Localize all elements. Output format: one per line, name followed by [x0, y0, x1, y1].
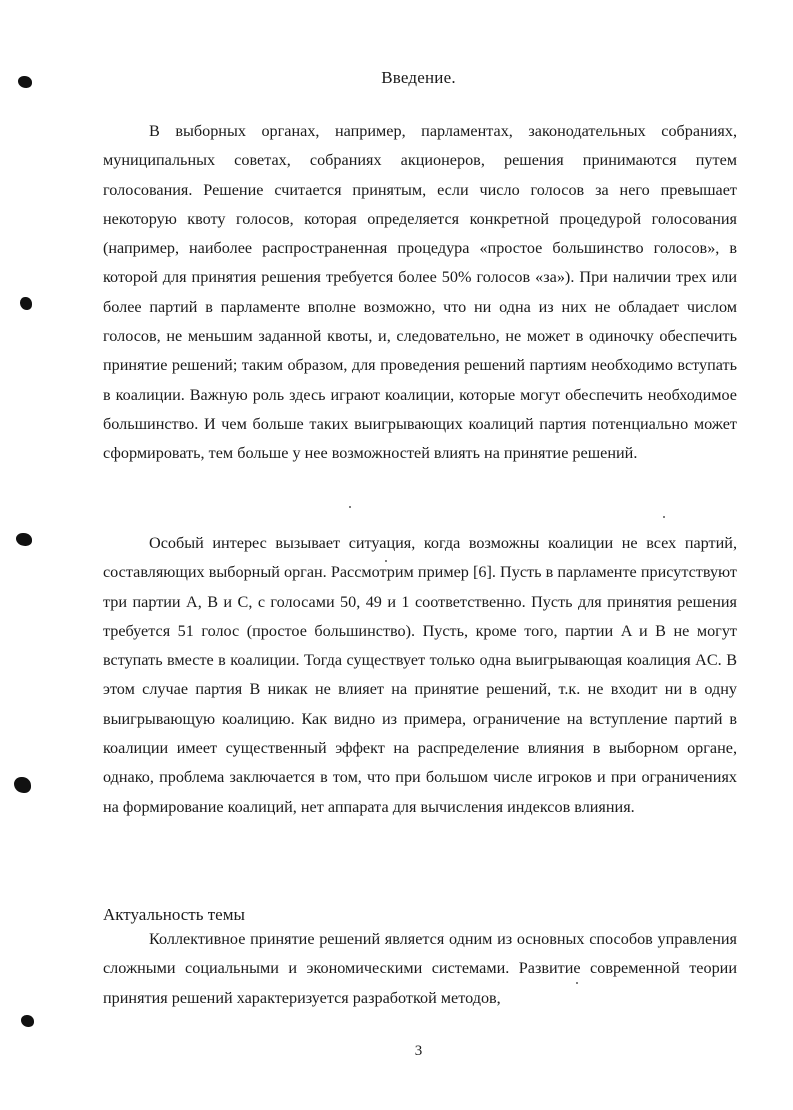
scan-mark-4	[14, 777, 31, 793]
scan-mark-2	[20, 297, 32, 310]
paragraph-example: Особый интерес вызывает ситуация, когда возможны коалиции не всех партий, составляющих выборный орган. Рассмотрим пример [6]. Пусть в парламенте присутствуют три партии A, B и C, с голосами 50, 49 и 1 соответственно. Пусть для принятия решения требуется 51 голос (простое большинство). Пусть, кроме того, партии A и B не могут вступать вместе в коалиции. Тогда существует только одна выигрывающая коалиция AC. В этом случае партия B никак не влияет на принятие решений, т.к. не входит ни в одну выигрывающую коалицию. Как видно из примера, ограничение на вступление партий в коалиции имеет существенный эффект на распределение влияния в выборном органе, однако, проблема заключается в том, что при большом числе игроков и при ограничениях на формирование коалиций, нет аппарата для вычисления индексов влияния.	[103, 534, 737, 816]
section-heading: Актуальность темы	[103, 905, 245, 924]
scan-mark-5	[21, 1015, 34, 1027]
paragraph-intro: В выборных органах, например, парламентах, законодательных собраниях, муниципальных советах, собраниях акционеров, решения принимаются путем голосования. Решение считается принятым, если число голосов за него превышает некоторую квоту голосов, которая определяется конкретной процедурой голосования (например, наиболее распространенная процедура «простое большинство голосов», в которой для принятия решения требуется более 50% голосов «за»). При наличии трех или более партий в парламенте вполне возможно, что ни одна из них не обладает числом голосов, не меньшим заданной квоты, и, следовательно, не может в одиночку обеспечить принятие решений; таким образом, для проведения решений партиям необходимо вступать в коалиции. Важную роль здесь играют коалиции, которые могут обеспечить необходимое большинство. И чем больше таких выигрывающих коалиций партия потенциально может сформировать, тем больше у нее возможностей влиять на принятие решений.	[103, 122, 737, 463]
scan-speck	[663, 516, 665, 518]
page-number: 3	[414, 1043, 423, 1059]
document-title: Введение.	[381, 68, 456, 87]
paragraph-relevance: Коллективное принятие решений является одним из основных способов управления сложными социальными и экономическими системами. Развитие современной теории принятия решений характеризуется разработкой методов,	[103, 930, 737, 1007]
scan-mark-3	[16, 533, 32, 546]
scan-speck	[349, 506, 351, 508]
